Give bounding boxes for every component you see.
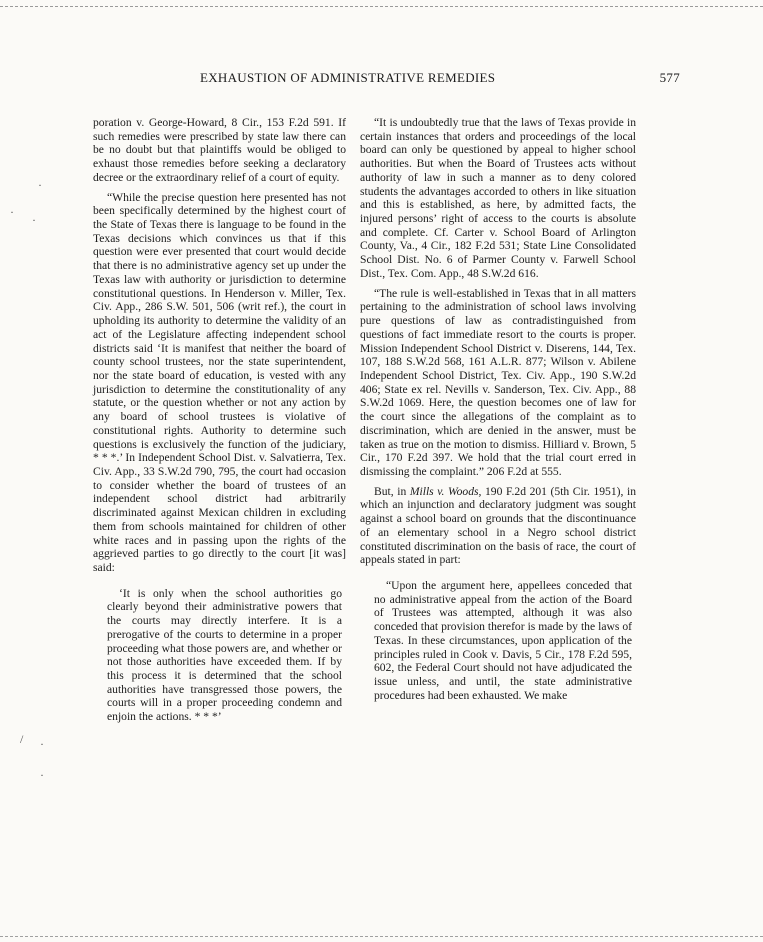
scan-edge-top: [0, 6, 763, 7]
paragraph: “While the precise question here presented has not been specifically determined by the highest court of the State of Texas there is language to be found in the Texas decisions which convinces us that if this question were ever presented that court would decide that there is no administrative agency set up under the Texas law with authority or jurisdiction to determine constitutional questions. In Henderson v. Miller, Tex. Civ. App., 286 S.W. 501, 506 (writ ref.), the court in upholding its authority to determine the validity of an act of the Legislature affecting independent school districts said ‘It is manifest that neither the board of county school trustees, nor the state superintendent, nor the state board of education, is vested with any jurisdiction to determine the constitutionality of any statute, or the question whether or not any action by any board of school trustees is violative of constitutional rights. Authority to determine such questions is exclusively the function of the judiciary, * * *.’ In Independent School Dist. v. Salvatierra, Tex. Civ. App., 33 S.W.2d 790, 795, the court had occasion to consider whether the board of trustees of an independent school district had arbitrarily discriminated against Mexican children in excluding them from schools maintained for children of other white races and in passing upon the rights of the aggrieved parties to go directly to the court [it was] said:: [93, 190, 346, 574]
page-number: 577: [659, 70, 680, 85]
scan-speck: /: [20, 732, 24, 746]
scan-speck: ·: [40, 768, 44, 782]
block-quote: ‘It is only when the school authorities go clearly beyond their administrative powers that the courts may directly interfere. It is a prerogative of the courts to determine in a proper proceeding what those powers are, and whether or not those authorities have exceeded them. If by this process it is determined that the school authorities have transgressed those powers, the courts will in a proper proceeding condemn and enjoin the actions. * * *’: [107, 586, 342, 724]
scan-edge-bottom: [0, 936, 763, 937]
block-quote: “Upon the argument here, appellees conceded that no administrative appeal from the action of the Board of Trustees was attempted, although it was also conceded that provision therefor is made by the laws of Texas. In these circumstances, upon application of the principles ruled in Cook v. Davis, 5 Cir., 178 F.2d 595, 602, the Federal Court should not have adjudicated the issue unless, and until, the state administrative procedures had been exhausted. We make: [374, 579, 632, 702]
paragraph: “It is undoubtedly true that the laws of Texas provide in certain instances that orders and proceedings of the local board can only be questioned by appeal to higher school authorities. But when the Board of Trustees acts without authority of law in such a manner as to deny colored students the advantages accorded to others in like situation and this is established, as here, by admitted facts, the injured persons’ right of access to the courts is absolute and complete. Cf. Carter v. School Board of Arlington County, Va., 4 Cir., 182 F.2d 531; State Line Consolidated School Dist. No. 6 of Parmer County v. Farwell School Dist., Tex. Com. App., 48 S.W.2d 616.: [360, 116, 636, 280]
text-run: But, in: [374, 484, 410, 498]
right-column: [360, 116, 636, 702]
scan-speck: ·: [40, 737, 44, 751]
scan-speck: ·: [38, 178, 42, 192]
paragraph: [360, 485, 636, 567]
paragraph: poration v. George-Howard, 8 Cir., 153 F.2d 591. If such remedies were prescribed by state law there can be no doubt but that plaintiffs would be obliged to exhaust those remedies before seeking a declaratory decree or the extraordinary relief of a court of equity.: [93, 116, 346, 184]
paragraph: “The rule is well-established in Texas that in all matters pertaining to the administration of school laws involving pure questions of law as contradistinguished from questions of fact immediate resort to the courts is proper. Mission Independent School District v. Diserens, 144, Tex. 107, 188 S.W.2d 568, 161 A.L.R. 877; Wilson v. Abilene Independent School District, Tex. Civ. App., 190 S.W.2d 406; State ex rel. Nevills v. Sanderson, Tex. Civ. App., 88 S.W.2d 1069. Here, the question becomes one of law for the court since the allegations of the complaint as to discrimination, which are denied in the answer, must be taken as true on the motion to dismiss. Hilliard v. Brown, 5 Cir., 170 F.2d 397. We hold that the trial court erred in dismissing the complaint.” 206 F.2d at 555.: [360, 286, 636, 478]
running-head: EXHAUSTION OF ADMINISTRATIVE REMEDIES: [200, 70, 496, 85]
left-column: [93, 116, 346, 724]
scan-speck: ·: [10, 205, 14, 219]
text-run: 190 F.2d 201 (5th Cir. 1951), in which an injunction and declaratory judgment was sought against a school board on grounds that the discontinuance of an elementary school in a Negro school district constituted discrimination on the basis of race, the court of appeals stated in part:: [360, 484, 636, 567]
case-name: Mills v. Woods,: [409, 484, 482, 498]
scan-speck: ·: [32, 213, 36, 227]
